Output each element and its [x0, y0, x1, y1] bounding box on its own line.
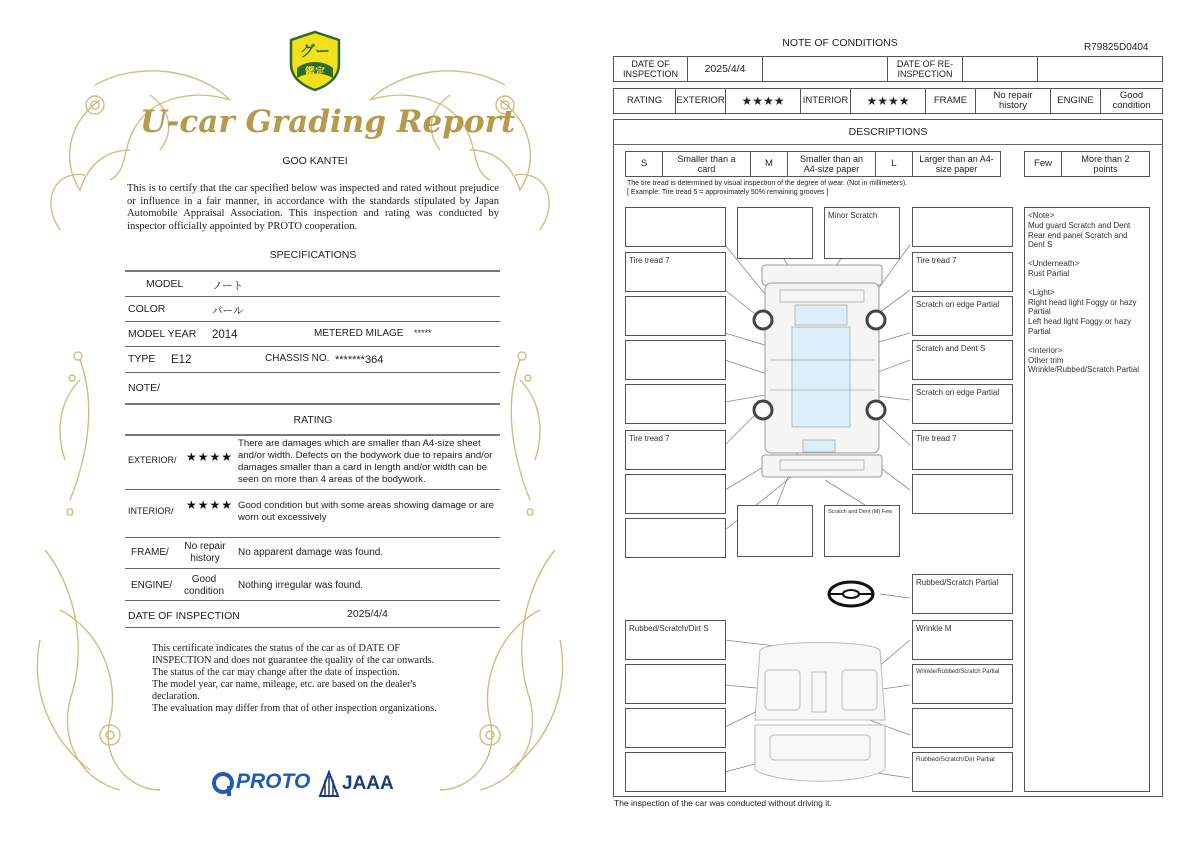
notes-spacer	[1028, 337, 1146, 346]
disclaimer-line: declaration.	[152, 691, 200, 702]
frame-value: No repair history	[184, 541, 226, 564]
exterior-description: There are damages which are smaller than A4-size sheet and/or width. Defects on the bodywork due to repairs and/or damages smaller than a card in length and/or width can be seen on more than 4 areas of the bodywork.	[238, 438, 493, 485]
disclaimer-line: The evaluation may differ from that of other inspection organizations.	[152, 703, 437, 714]
divider	[125, 568, 500, 569]
divider	[125, 296, 500, 297]
divider	[125, 403, 500, 405]
legend-text-few: More than 2 points	[1061, 151, 1150, 177]
damage-box	[625, 708, 726, 748]
date-of-reinspection-label: DATE OF RE-INSPECTION	[887, 56, 963, 82]
damage-box	[625, 384, 726, 424]
badge-bottom-text: 鑑定	[305, 67, 325, 78]
damage-box	[912, 708, 1013, 748]
disclaimer-line: This certificate indicates the status of the car as of DATE OF	[152, 643, 401, 654]
divider	[125, 434, 500, 436]
legend-text-m: Smaller than an A4-size paper	[787, 151, 876, 177]
badge-top-text: グー	[299, 43, 330, 60]
report-title: U-car Grading Report	[140, 104, 516, 140]
rating-label: RATING	[613, 88, 676, 114]
damage-box	[625, 752, 726, 792]
jaaa-logo	[318, 770, 398, 798]
notes-line: Rear end panel Scratch and Dent S	[1028, 230, 1128, 250]
exterior-stars: ★★★★	[186, 450, 234, 464]
report-subtitle: GOO KANTEI	[282, 155, 348, 167]
note-label: NOTE/	[128, 382, 161, 394]
legend-key-s: S	[625, 151, 663, 177]
legend-key-l: L	[875, 151, 913, 177]
damage-box	[625, 474, 726, 514]
model-year-label: MODEL YEAR	[128, 328, 197, 340]
interior-description: Good condition but with some areas showing damage or are worn out excessively	[238, 500, 494, 523]
tread-example: [ Example: Tire tread 5 = approximately 50% remaining grooves ]	[627, 189, 829, 196]
tire-tread-front-right: Tire tread 7	[912, 252, 1013, 292]
divider	[125, 600, 500, 601]
note-of-conditions-sheet	[600, 0, 1200, 848]
dashboard-damage-box: Rubbed/Scratch/Dirt S	[625, 620, 726, 660]
damage-box	[625, 296, 726, 336]
damage-box	[625, 518, 726, 558]
damage-box	[625, 340, 726, 380]
scratch-dent-s-box: Scratch and Dent S	[912, 340, 1013, 380]
notes-line: <Underneath>	[1028, 259, 1080, 269]
interior-label: INTERIOR	[800, 88, 851, 114]
rating-heading: RATING	[293, 414, 333, 426]
chassis-label: CHASSIS NO.	[265, 353, 330, 364]
frame-label: FRAME/	[131, 547, 169, 558]
minor-scratch-box: Minor Scratch	[824, 207, 900, 259]
damage-box	[912, 474, 1013, 514]
date-of-inspection-value: 2025/4/4	[347, 608, 388, 620]
goo-kantei-badge-icon	[287, 30, 343, 92]
disclaimer-line: The status of the car may change after the date of inspection.	[152, 667, 400, 678]
color-label: COLOR	[128, 303, 166, 315]
conditions-title: NOTE OF CONDITIONS	[782, 37, 898, 49]
notes-spacer	[1028, 250, 1146, 259]
disclaimer-line: INSPECTION and does not guarantee the quality of the car onwards.	[152, 655, 435, 666]
damage-box	[625, 207, 726, 247]
notes-line: <Interior>	[1028, 345, 1063, 355]
jaaa-logo-icon	[318, 770, 340, 798]
chassis-value: *******364	[335, 354, 384, 366]
notes-line: Other trim	[1028, 355, 1064, 365]
interior-label: INTERIOR/	[128, 506, 174, 516]
notes-spacer	[1028, 279, 1146, 288]
proto-logo-icon	[212, 772, 234, 796]
seat-damage-box: Wrinkle/Rubbed/Scratch Partial	[912, 664, 1013, 704]
notes-line: Rust Partial	[1028, 268, 1070, 278]
divider	[125, 627, 500, 628]
inspection-footer-note: The inspection of the car was conducted without driving it.	[614, 798, 832, 808]
certification-statement: This is to certify that the car specified below was inspected and rated without prejudice or influence in a fair manner, in accordance with the standards stipulated by Japan Automobile Appraisal Association. This inspection and rating was conducted by inspector officially appointed by PROTO cooperation.	[127, 183, 499, 232]
specifications-heading: SPECIFICATIONS	[269, 249, 357, 261]
damage-box	[625, 664, 726, 704]
notes-line: Right head light Foggy or hazy Partial	[1028, 297, 1137, 317]
divider	[125, 346, 500, 347]
frame-label: FRAME	[925, 88, 976, 114]
divider	[125, 537, 500, 538]
engine-label: ENGINE	[1050, 88, 1101, 114]
tire-tread-rear-right: Tire tread 7	[912, 430, 1013, 470]
legend-text-s: Smaller than a card	[662, 151, 751, 177]
model-label: MODEL	[146, 278, 184, 290]
divider	[125, 321, 500, 322]
tire-tread-rear-left: Tire tread 7	[625, 430, 726, 470]
exterior-label: EXTERIOR	[675, 88, 726, 114]
engine-description: Nothing irregular was found.	[238, 580, 364, 591]
exterior-label: EXTERIOR/	[128, 455, 177, 465]
tire-tread-front-left: Tire tread 7	[625, 252, 726, 292]
frame-description: No apparent damage was found.	[238, 547, 384, 558]
divider	[125, 372, 500, 373]
type-label: TYPE	[128, 353, 156, 365]
tread-note: The tire tread is determined by visual inspection of the degree of wear. (Not in millimeters).	[627, 180, 908, 187]
scratch-edge-box-1: Scratch on edge Partial	[912, 296, 1013, 336]
damage-box	[912, 207, 1013, 247]
damage-box	[737, 207, 813, 259]
engine-label: ENGINE/	[131, 580, 173, 591]
legend-text-l: Larger than an A4-size paper	[912, 151, 1001, 177]
steering-wheel-icon	[829, 582, 873, 606]
damage-box	[737, 505, 813, 557]
scratch-dent-few-box: Scratch and Dent (M) Few	[824, 505, 900, 557]
divider	[125, 270, 500, 272]
type-value: E12	[171, 354, 192, 366]
disclaimer-line: The model year, car name, mileage, etc. are based on the dealer's	[152, 679, 417, 690]
exterior-stars: ★★★★	[725, 88, 801, 114]
date-of-inspection-value: 2025/4/4	[687, 56, 763, 82]
date-of-inspection-label: DATE OF INSPECTION	[128, 610, 240, 622]
notes-line: Wrinkle/Rubbed/Scratch Partial	[1028, 365, 1140, 375]
proto-logo-text: PROTO	[236, 770, 311, 793]
proto-logo	[212, 770, 312, 798]
model-year-value: 2014	[212, 329, 238, 341]
notes-line: Mud guard Scratch and Dent	[1028, 220, 1131, 230]
engine-value: Good condition	[183, 574, 225, 597]
certificate-disclaimer	[152, 643, 482, 715]
model-value: ノート	[212, 280, 244, 292]
scratch-edge-box-2: Scratch on edge Partial	[912, 384, 1013, 424]
legend-key-m: M	[750, 151, 788, 177]
interior-stars: ★★★★	[186, 498, 234, 512]
wrinkle-m-box: Wrinkle M	[912, 620, 1013, 660]
engine-value: Good condition	[1100, 88, 1163, 114]
notes-line: Left head light Foggy or hazy Partial	[1028, 317, 1132, 336]
metered-milage-value: *****	[414, 328, 432, 338]
date-of-inspection-label: DATE OF INSPECTION	[613, 56, 688, 82]
notes-line: <Note>	[1028, 211, 1055, 220]
interior-stars: ★★★★	[850, 88, 926, 114]
frame-value: No repair history	[975, 88, 1051, 114]
metered-milage-label: METERED MILAGE	[314, 328, 404, 339]
rear-seat-damage-box: Rubbed/Scratch/Dirt Partial	[912, 752, 1013, 792]
descriptions-heading: DESCRIPTIONS	[848, 126, 928, 138]
color-value: パール	[212, 305, 244, 317]
report-number: R79825D0404	[1084, 42, 1149, 53]
jaaa-logo-text: JAAA	[342, 773, 394, 794]
steering-damage-box: Rubbed/Scratch Partial	[912, 574, 1013, 614]
notes-line: <Light>	[1028, 287, 1055, 297]
legend-key-few: Few	[1024, 151, 1062, 177]
divider	[125, 489, 500, 490]
notes-panel	[1024, 207, 1150, 792]
